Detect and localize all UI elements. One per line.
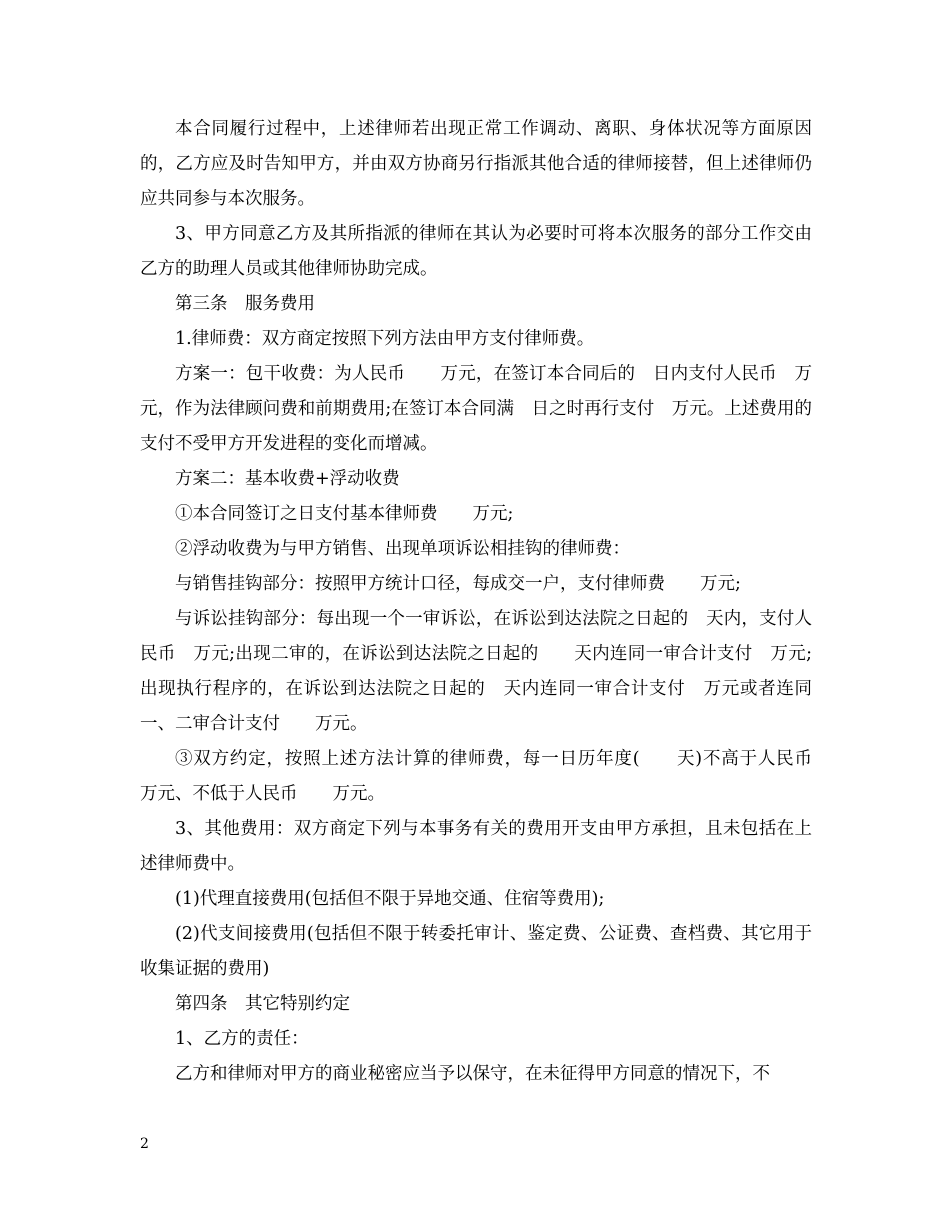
- paragraph: 1.律师费：双方商定按照下列方法由甲方支付律师费。: [175, 329, 595, 349]
- paragraph: 3、甲方同意乙方及其所指派的律师在其认为必要时可将本次服务的部分工作交由乙方的助理人员或其他律师协助完成。: [140, 224, 812, 279]
- paragraph: ③双方约定，按照上述方法计算的律师费，每一日历年度( 天)不高于人民币 万元、不低于人民币 万元。: [140, 749, 847, 804]
- section-heading: 第四条 其它特别约定: [175, 994, 350, 1014]
- paragraph: 与销售挂钩部分：按照甲方统计口径，每成交一户，支付律师费 万元;: [175, 574, 741, 594]
- paragraph: (2)代支间接费用(包括但不限于转委托审计、鉴定费、公证费、查档费、其它用于收集证据的费用): [140, 924, 812, 979]
- paragraph: 3、其他费用：双方商定下列与本事务有关的费用开支由甲方承担，且未包括在上述律师费中。: [140, 819, 812, 874]
- paragraph: 本合同履行过程中，上述律师若出现正常工作调动、离职、身体状况等方面原因的，乙方应及时告知甲方，并由双方协商另行指派其他合适的律师接替，但上述律师仍应共同参与本次服务。: [140, 119, 812, 209]
- paragraph: 乙方和律师对甲方的商业秘密应当予以保守，在未征得甲方同意的情况下，不: [175, 1064, 770, 1084]
- page-number: 2: [140, 1136, 149, 1152]
- paragraph: 与诉讼挂钩部分：每出现一个一审诉讼，在诉讼到达法院之日起的 天内，支付人民币 万元;出现二审的，在诉讼到达法院之日起的 天内连同一审合计支付 万元;出现执行程序的，在诉讼到达法院之日起的 天内连同一审合计支付 万元或者连同一、二审合计支付 万元。: [140, 609, 812, 734]
- paragraph: 方案一：包干收费：为人民币 万元，在签订本合同后的 日内支付人民币 万元，作为法律顾问费和前期费用;在签订本合同满 日之时再行支付 万元。上述费用的支付不受甲方开发进程的变化而增减。: [140, 364, 812, 454]
- paragraph: 1、乙方的责任：: [175, 1029, 309, 1049]
- paragraph: ①本合同签订之日支付基本律师费 万元;: [175, 504, 514, 524]
- paragraph: 方案二：基本收费+浮动收费: [175, 469, 400, 489]
- section-heading: 第三条 服务费用: [175, 294, 315, 314]
- document-body: [140, 112, 847, 1092]
- paragraph: (1)代理直接费用(包括但不限于异地交通、住宿等费用);: [175, 889, 605, 909]
- paragraph: ②浮动收费为与甲方销售、出现单项诉讼相挂钩的律师费：: [175, 539, 630, 559]
